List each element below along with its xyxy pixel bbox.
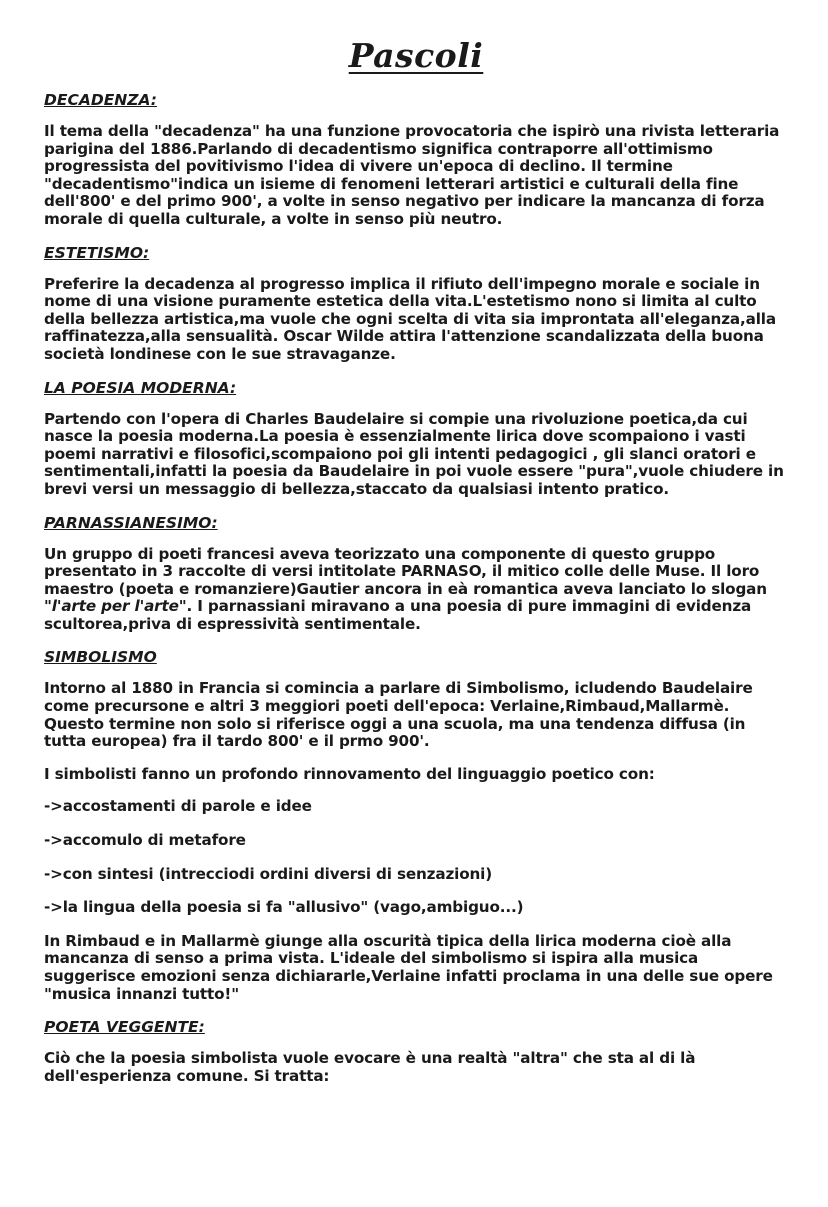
paragraph-text-part: Un gruppo di poeti francesi aveva teorizzato una componente di questo gruppo presentato in 3 raccolte di versi intitolate PARNASO, il mitico colle delle Muse. Il loro maestro (poeta e romanziere)Gautier ancora in eà romantica aveva lanciato lo slogan " [44, 544, 767, 616]
section-heading-decadenza: DECADENZA: [44, 91, 157, 109]
list-item: ->accostamenti di parole e idee [44, 797, 312, 816]
paragraph-poeta-veggente: Ciò che la poesia simbolista vuole evocare è una realtà "altra" che sta al di là dell'esperienza comune. Si tratta: [44, 1049, 696, 1085]
paragraph-poesia-moderna: Partendo con l'opera di Charles Baudelaire si compie una rivoluzione poetica,da cui nasce la poesia moderna.La poesia è essenzialmente lirica dove scompaiono i vasti poemi narrativi e filosofici,scompaiono poi gli intenti pedagogici , gli slanci oratori e sentimentali,infatti la poesia da Baudelaire in poi vuole essere "pura",vuole chiudere in brevi versi un messaggio di bellezza,staccato da qualsiasi intento pratico. [44, 409, 784, 498]
list-item: ->accomulo di metafore [44, 831, 246, 850]
slogan-quote: l'arte per l'arte [51, 597, 179, 616]
heading-text-parnassianesimo: PARNASSIANESIMO [44, 513, 212, 532]
heading-colon: : [143, 243, 150, 262]
section-heading-poesia-moderna: LA POESIA MODERNA: [44, 378, 237, 397]
heading-text-estetismo: ESTETISMO [44, 243, 144, 262]
paragraph-decadenza: Il tema della "decadenza" ha una funzione provocatoria che ispirò una rivista letteraria parigina del 1886.Parlando di decadentismo significa contraporre all'ottimismo progressista del povitivismo l'idea di vivere un'epoca di declino. Il termine "decadentismo"indica un isieme di fenomeni letterari artistici e culturali della fine dell'800' e del primo 900', a volte in senso negativo per indicare la mancanza di forza morale di quella culturale, a volte in senso più neutro. [44, 122, 780, 228]
list-item: ->con sintesi (intrecciodi ordini diversi di senzazioni) [44, 864, 492, 883]
page-title: Pascoli [348, 36, 484, 75]
paragraph-parnassianesimo [44, 546, 788, 634]
paragraph-simbolismo-lead: I simbolisti fanno un profondo rinnovamento del linguaggio poetico con: [44, 764, 655, 783]
paragraph-simbolismo-intro: Intorno al 1880 in Francia si comincia a parlare di Simbolismo, icludendo Baudelaire come precursone e altri 3 meggiori poeti dell'epoca: Verlaine,Rimbaud,Mallarmè. Questo termine non solo si riferisce oggi a una scuola, ma una tendenza diffusa (in tutta europea) fra il tardo 800' e il prmo 900'. [44, 679, 753, 751]
paragraph-text-part: ". I parnassiani miravano a una poesia di pure immagini di evidenza scultorea,priva di espressività sentimentale. [44, 597, 752, 633]
section-heading-poeta-veggente: POETA VEGGENTE: [44, 1018, 205, 1037]
section-heading-estetismo [44, 244, 788, 262]
paragraph-simbolismo-closing: In Rimbaud e in Mallarmè giunge alla oscurità tipica della lirica moderna cioè alla mancanza di senso a prima vista. L'ideale del simbolismo si ispira alla musica suggerisce emozioni senza dichiararle,Verlaine infatti proclama in una delle sue opere "musica innanzi tutto!" [44, 931, 773, 1003]
section-heading-simbolismo: SIMBOLISMO [44, 648, 157, 667]
section-heading-parnassianesimo [44, 514, 788, 532]
paragraph-estetismo: Preferire la decadenza al progresso implica il rifiuto dell'impegno morale e sociale in nome di una visione puramente estetica della vita.L'estetismo nono si limita al culto della bellezza artistica,ma vuole che ogni scelta di vita sia improntata all'eleganza,alla raffinatezza,alla sensualità. Oscar Wilde attira l'attenzione scandalizzata della buona società londinese con le sue stravaganze. [44, 274, 776, 363]
heading-colon: : [211, 513, 218, 532]
list-item: ->la lingua della poesia si fa "allusivo" (vago,ambiguo...) [44, 898, 524, 917]
